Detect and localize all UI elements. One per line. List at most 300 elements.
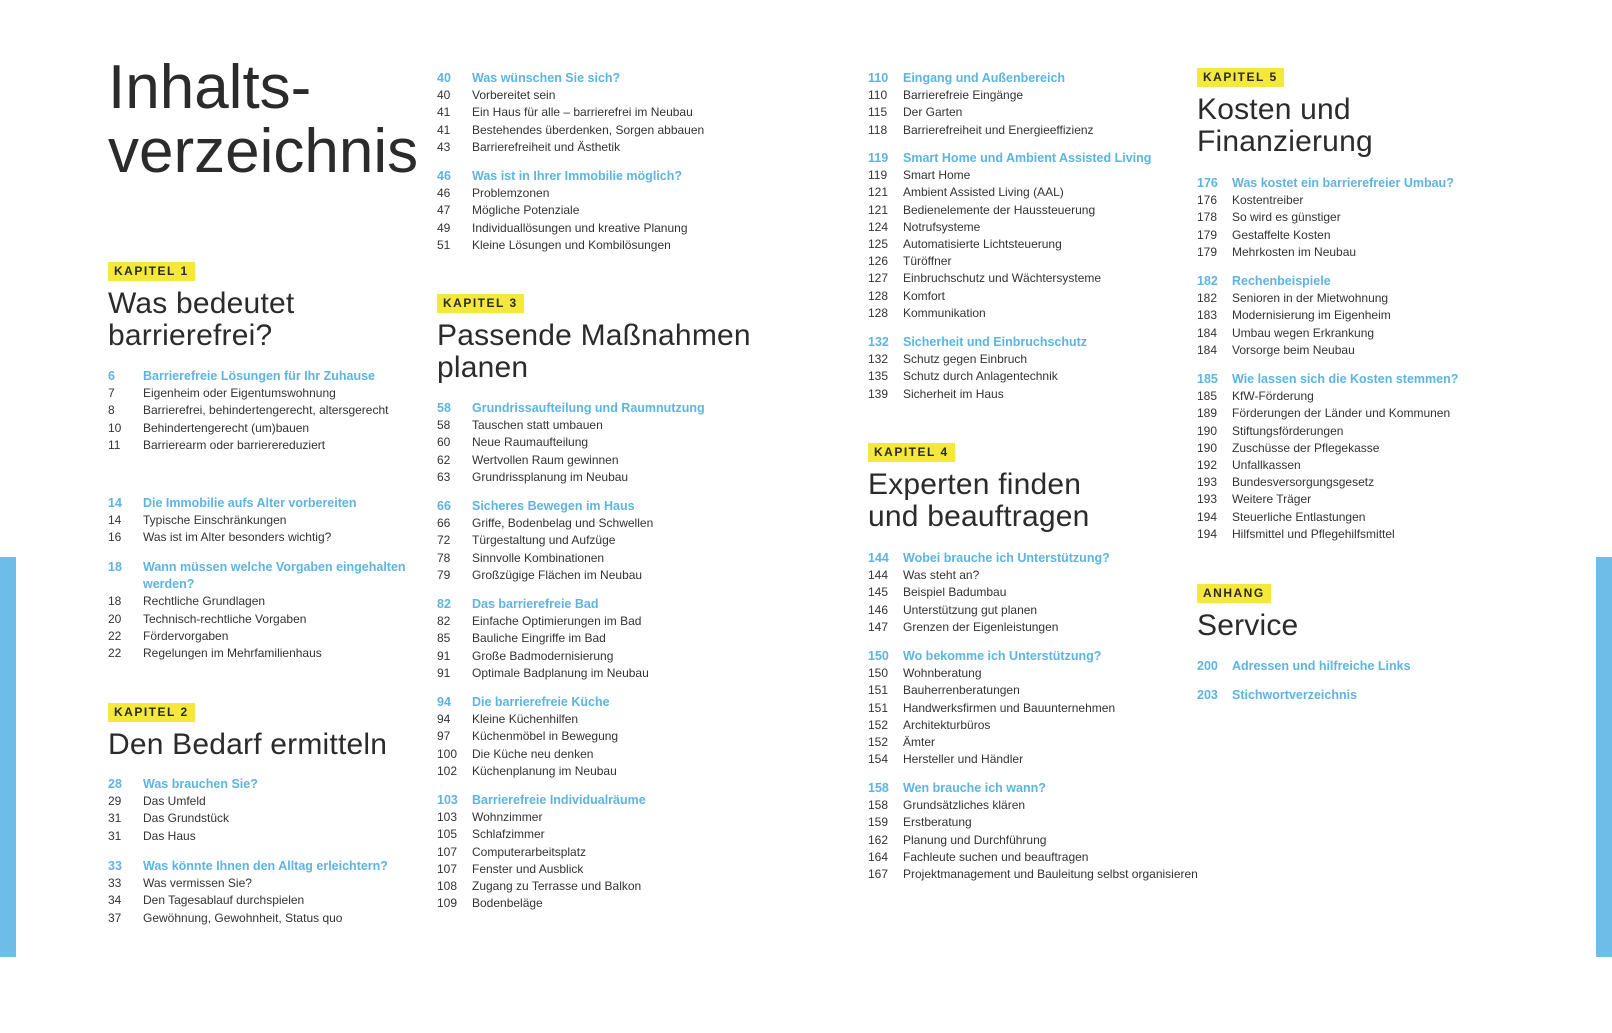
page-number: 128 — [868, 288, 889, 303]
page-number: 135 — [868, 369, 889, 384]
toc-section — [868, 550, 1198, 636]
toc-entry — [1197, 192, 1527, 209]
toc-entry — [437, 185, 767, 202]
entry-text: Stiftungsförderungen — [1232, 423, 1344, 438]
toc-entry — [437, 895, 767, 912]
section-title: Was könnte Ihnen den Alltag erleichtern? — [143, 859, 388, 873]
chapter-3 — [437, 294, 767, 384]
page-number: 183 — [1197, 308, 1218, 323]
entry-text: Architekturbüros — [903, 717, 991, 732]
toc-entry — [868, 717, 1198, 734]
toc-entry — [437, 746, 767, 763]
entry-text: Barrierefreiheit und Ästhetik — [472, 139, 621, 154]
entry-text: Notrufsysteme — [903, 219, 981, 234]
section-heading — [868, 648, 1198, 665]
entry-text: Unterstützung gut planen — [903, 602, 1038, 617]
page-number: 14 — [108, 513, 122, 528]
toc-entry — [437, 763, 767, 780]
toc-section — [437, 694, 767, 780]
toc-entry — [108, 628, 438, 645]
page-number: 28 — [108, 777, 122, 791]
entry-text: Regelungen im Mehrfamilienhaus — [143, 646, 322, 661]
section-title: Was brauchen Sie? — [143, 777, 258, 791]
page-number: 7 — [108, 386, 115, 401]
section-heading — [1197, 371, 1527, 388]
page-number: 200 — [1197, 659, 1218, 673]
entry-text: Individuallösungen und kreative Planung — [472, 220, 688, 235]
page-number: 34 — [108, 893, 122, 908]
entry-text: Mehrkosten im Neubau — [1232, 244, 1357, 259]
entry-text: Kleine Küchenhilfen — [472, 712, 579, 727]
toc-entry — [108, 793, 438, 810]
entry-text: Griffe, Bodenbelag und Schwellen — [472, 516, 654, 531]
entry-text: Projektmanagement und Bauleitung selbst organisieren — [903, 867, 1198, 882]
entry-text: Den Tagesablauf durchspielen — [143, 893, 305, 908]
page-number: 184 — [1197, 342, 1218, 357]
page-number: 102 — [437, 763, 458, 778]
entry-text: Steuerliche Entlastungen — [1232, 509, 1366, 524]
page-number: 40 — [437, 71, 451, 85]
page-number: 151 — [868, 700, 889, 715]
entry-text: Barrierefreie Eingänge — [903, 88, 1024, 103]
page-number: 150 — [868, 649, 889, 663]
entry-text: Erstberatung — [903, 815, 972, 830]
entry-text: Grundsätzliches klären — [903, 798, 1026, 813]
toc-entry — [1197, 244, 1527, 261]
toc-entry — [437, 532, 767, 549]
page-number: 46 — [437, 169, 451, 183]
toc-entry — [868, 253, 1198, 270]
section-heading — [437, 792, 767, 809]
toc-entry — [437, 826, 767, 843]
section-heading — [108, 776, 438, 793]
section-heading — [1197, 658, 1527, 675]
page-title: Inhalts- verzeichnis — [108, 53, 419, 186]
entry-text: Senioren in der Mietwohnung — [1232, 291, 1389, 306]
section-title: Barrierefreie Lösungen für Ihr Zuhause — [143, 369, 375, 383]
entry-text: Was ist im Alter besonders wichtig? — [143, 530, 332, 545]
toc-entry — [437, 878, 767, 895]
toc-entry — [437, 711, 767, 728]
page-number: 33 — [108, 876, 122, 891]
entry-text: Weitere Träger — [1232, 492, 1312, 507]
toc-entry — [108, 593, 438, 610]
page-number: 41 — [437, 105, 451, 120]
section-heading — [108, 368, 438, 385]
page-number: 20 — [108, 611, 122, 626]
entry-text: Neue Raumaufteilung — [472, 435, 589, 450]
section-heading — [437, 596, 767, 613]
toc-entry — [437, 202, 767, 219]
toc-section — [868, 780, 1198, 883]
entry-text: Fenster und Ausblick — [472, 861, 584, 876]
page-number: 14 — [108, 496, 122, 510]
page-number: 82 — [437, 597, 451, 611]
toc-entry — [868, 104, 1198, 121]
entry-text: Türgestaltung und Aufzüge — [472, 533, 616, 548]
page-number: 193 — [1197, 475, 1218, 490]
section-title: Wen brauche ich wann? — [903, 781, 1046, 795]
page-number: 128 — [868, 305, 889, 320]
section-title: Was kostet ein barrierefreier Umbau? — [1232, 176, 1454, 190]
toc-entry — [1197, 405, 1527, 422]
page-number: 118 — [868, 122, 888, 137]
chapter-badge: KAPITEL 3 — [437, 294, 524, 313]
entry-text: Gewöhnung, Gewohnheit, Status quo — [143, 910, 343, 925]
toc-entry — [437, 630, 767, 647]
entry-text: Optimale Badplanung im Neubau — [472, 665, 649, 680]
toc-entry — [868, 665, 1198, 682]
page-number: 11 — [108, 437, 121, 452]
chapter-4 — [868, 443, 1198, 533]
page-number: 91 — [437, 665, 451, 680]
section-heading — [868, 334, 1198, 351]
entry-text: Wertvollen Raum gewinnen — [472, 452, 619, 467]
entry-text: Barrierearm oder barrierereduziert — [143, 437, 326, 452]
entry-text: Ambient Assisted Living (AAL) — [903, 185, 1064, 200]
page-number: 132 — [868, 335, 889, 349]
page-number: 158 — [868, 781, 889, 795]
section-heading — [108, 495, 438, 512]
entry-text: Komfort — [903, 288, 946, 303]
page-number: 91 — [437, 648, 451, 663]
section-heading — [868, 150, 1198, 167]
section-title: Wo bekomme ich Unterstützung? — [903, 649, 1102, 663]
toc-entry — [1197, 227, 1527, 244]
entry-text: Bauliche Eingriffe im Bad — [472, 631, 606, 646]
page-number: 108 — [437, 879, 458, 894]
entry-text: Vorsorge beim Neubau — [1232, 342, 1355, 357]
entry-text: Typische Einschränkungen — [143, 513, 287, 528]
page-number: 82 — [437, 614, 451, 629]
toc-entry — [437, 515, 767, 532]
entry-text: Unfallkassen — [1232, 458, 1301, 473]
page-number: 164 — [868, 849, 889, 864]
chapter-badge: KAPITEL 5 — [1197, 68, 1284, 87]
toc-entry — [437, 104, 767, 121]
section-heading — [437, 400, 767, 417]
section-title: Smart Home und Ambient Assisted Living — [903, 151, 1152, 165]
entry-text: Problemzonen — [472, 186, 550, 201]
section-heading — [868, 780, 1198, 797]
entry-text: Hilfsmittel und Pflegehilfsmittel — [1232, 526, 1395, 541]
entry-text: Umbau wegen Erkrankung — [1232, 325, 1375, 340]
section-heading — [437, 168, 767, 185]
page-number: 78 — [437, 550, 451, 565]
entry-text: Vorbereitet sein — [472, 88, 556, 103]
toc-entry — [868, 305, 1198, 322]
entry-text: Wohnberatung — [903, 666, 982, 681]
toc-entry — [108, 875, 438, 892]
page-number: 63 — [437, 469, 451, 484]
toc-section — [437, 70, 767, 156]
toc-entry — [437, 469, 767, 486]
page-number: 85 — [437, 631, 451, 646]
toc-section — [1197, 687, 1527, 704]
section-title: Sicherheit und Einbruchschutz — [903, 335, 1088, 349]
entry-text: Ämter — [903, 735, 936, 750]
toc-entry — [868, 236, 1198, 253]
section-heading — [1197, 273, 1527, 290]
page-number: 152 — [868, 735, 889, 750]
entry-text: Schutz gegen Einbruch — [903, 352, 1028, 367]
toc-entry — [868, 219, 1198, 236]
chapter-badge: ANHANG — [1197, 584, 1271, 603]
page-number: 94 — [437, 712, 451, 727]
page-number: 145 — [868, 585, 889, 600]
chapter-title: Den Bedarf ermitteln — [108, 728, 388, 761]
page-number: 115 — [868, 105, 888, 120]
toc-section — [437, 596, 767, 682]
page-number: 151 — [868, 683, 889, 698]
page-number: 150 — [868, 666, 889, 681]
toc-entry — [868, 167, 1198, 184]
page-number: 154 — [868, 752, 889, 767]
entry-text: Bodenbeläge — [472, 896, 543, 911]
toc-entry — [1197, 440, 1527, 457]
left-edge-bar — [0, 557, 16, 957]
page-number: 121 — [868, 202, 889, 217]
page-number: 94 — [437, 695, 451, 709]
entry-text: Küchenplanung im Neubau — [472, 763, 617, 778]
toc-entry — [868, 184, 1198, 201]
section-heading — [1197, 175, 1527, 192]
page-number: 176 — [1197, 176, 1218, 190]
page-number: 127 — [868, 271, 889, 286]
entry-text: Barrierefrei, behindertengerecht, altersgerecht — [143, 403, 389, 418]
entry-text: Förderungen der Länder und Kommunen — [1232, 406, 1451, 421]
toc-entry — [868, 734, 1198, 751]
page-number: 41 — [437, 122, 451, 137]
toc-entry — [1197, 474, 1527, 491]
entry-text: Rechtliche Grundlagen — [143, 594, 266, 609]
toc-entry — [1197, 342, 1527, 359]
page-number: 167 — [868, 867, 889, 882]
toc-entry — [108, 385, 438, 402]
toc-entry — [1197, 491, 1527, 508]
toc-entry — [868, 682, 1198, 699]
toc-entry — [108, 892, 438, 909]
page-number: 152 — [868, 717, 889, 732]
toc-section — [1197, 371, 1527, 543]
section-title: Barrierefreie Individualräume — [472, 793, 646, 807]
toc-entry — [437, 567, 767, 584]
toc-entry — [868, 567, 1198, 584]
entry-text: Großzügige Flächen im Neubau — [472, 567, 643, 582]
chapter-badge: KAPITEL 1 — [108, 262, 195, 281]
page-number: 182 — [1197, 274, 1218, 288]
toc-entry — [868, 814, 1198, 831]
toc-entry — [437, 434, 767, 451]
toc-entry — [868, 797, 1198, 814]
toc-entry — [868, 288, 1198, 305]
entry-text: Schlafzimmer — [472, 827, 545, 842]
toc-entry — [108, 529, 438, 546]
toc-section — [437, 400, 767, 486]
entry-text: Die Küche neu denken — [472, 746, 594, 761]
section-title: Eingang und Außenbereich — [903, 71, 1066, 85]
page-number: 194 — [1197, 509, 1218, 524]
entry-text: Zugang zu Terrasse und Balkon — [472, 879, 642, 894]
entry-text: Was steht an? — [903, 568, 980, 583]
chapter-title: Service — [1197, 609, 1299, 642]
toc-entry — [868, 832, 1198, 849]
chapter-appendix — [1197, 584, 1527, 642]
entry-text: Einfache Optimierungen im Bad — [472, 614, 642, 629]
page-number: 62 — [437, 452, 451, 467]
entry-text: Bundesversorgungsgesetz — [1232, 475, 1375, 490]
toc-entry — [868, 202, 1198, 219]
entry-text: Automatisierte Lichtsteuerung — [903, 237, 1062, 252]
entry-text: Einbruchschutz und Wächtersysteme — [903, 271, 1102, 286]
toc-entry — [437, 87, 767, 104]
page-number: 193 — [1197, 492, 1218, 507]
section-heading — [437, 70, 767, 87]
toc-entry — [1197, 290, 1527, 307]
entry-text: Barrierefreiheit und Energieeffizienz — [903, 122, 1094, 137]
entry-text: Handwerksfirmen und Bauunternehmen — [903, 700, 1116, 715]
toc-entry — [108, 645, 438, 662]
toc-section — [868, 70, 1198, 139]
page-number: 79 — [437, 567, 451, 582]
page-number: 185 — [1197, 372, 1218, 386]
page-number: 31 — [108, 811, 122, 826]
page-number: 119 — [868, 151, 889, 165]
page-number: 109 — [437, 896, 458, 911]
page-number: 18 — [108, 560, 122, 574]
page-number: 6 — [108, 369, 115, 383]
toc-section — [868, 150, 1198, 322]
toc-entry — [868, 849, 1198, 866]
page-number: 103 — [437, 810, 458, 825]
toc-entry — [108, 512, 438, 529]
toc-section — [1197, 658, 1527, 675]
page-number: 72 — [437, 533, 451, 548]
entry-text: Zuschüsse der Pflegekasse — [1232, 440, 1380, 455]
toc-entry — [868, 619, 1198, 636]
section-heading — [108, 858, 438, 875]
page-number: 144 — [868, 568, 889, 583]
page-number: 66 — [437, 499, 451, 513]
entry-text: Schutz durch Anlagentechnik — [903, 369, 1058, 384]
toc-entry — [868, 700, 1198, 717]
section-heading — [868, 550, 1198, 567]
toc-entry — [868, 122, 1198, 139]
entry-text: Kommunikation — [903, 305, 986, 320]
page-number: 49 — [437, 220, 451, 235]
section-title: Wobei brauche ich Unterstützung? — [903, 551, 1110, 565]
entry-text: Wohnzimmer — [472, 810, 543, 825]
toc-entry — [437, 237, 767, 254]
section-title: Grundrissaufteilung und Raumnutzung — [472, 401, 705, 415]
chapter-badge: KAPITEL 4 — [868, 443, 955, 462]
page-number: 124 — [868, 219, 889, 234]
toc-entry — [1197, 388, 1527, 405]
entry-text: Beispiel Badumbau — [903, 585, 1007, 600]
entry-text: Ein Haus für alle – barrierefrei im Neubau — [472, 105, 693, 120]
page-number: 194 — [1197, 526, 1218, 541]
section-title: Stichwortverzeichnis — [1232, 688, 1358, 702]
page-number: 144 — [868, 551, 889, 565]
toc-entry — [437, 665, 767, 682]
entry-text: Gestaffelte Kosten — [1232, 227, 1331, 242]
entry-text: So wird es günstiger — [1232, 210, 1341, 225]
toc-entry — [437, 452, 767, 469]
page-number: 146 — [868, 602, 889, 617]
entry-text: Türöffner — [903, 254, 952, 269]
entry-text: Sinnvolle Kombinationen — [472, 550, 605, 565]
toc-entry — [868, 584, 1198, 601]
toc-section — [868, 334, 1198, 403]
section-title: Sicheres Bewegen im Haus — [472, 499, 635, 513]
entry-text: Das Umfeld — [143, 794, 206, 809]
chapter-badge: KAPITEL 2 — [108, 703, 195, 722]
toc-section — [437, 792, 767, 912]
toc-entry — [868, 866, 1198, 883]
toc-entry — [437, 648, 767, 665]
page-number: 103 — [437, 793, 458, 807]
page-number: 179 — [1197, 227, 1218, 242]
page-number: 40 — [437, 88, 451, 103]
page-number: 37 — [108, 910, 122, 925]
entry-text: Grenzen der Eigenleistungen — [903, 619, 1059, 634]
chapter-2 — [108, 703, 438, 761]
page-number: 139 — [868, 386, 889, 401]
page-number: 33 — [108, 859, 122, 873]
toc-entry — [108, 910, 438, 927]
page-number: 43 — [437, 139, 451, 154]
entry-text: Bedienelemente der Haussteuerung — [903, 202, 1096, 217]
page-number: 105 — [437, 827, 458, 842]
page-number: 22 — [108, 646, 122, 661]
page-number: 10 — [108, 420, 122, 435]
entry-text: Planung und Durchführung — [903, 832, 1047, 847]
page-number: 51 — [437, 237, 451, 252]
toc-entry — [437, 220, 767, 237]
entry-text: Modernisierung im Eigenheim — [1232, 308, 1391, 323]
section-title: Die Immobilie aufs Alter vorbereiten — [143, 496, 357, 510]
entry-text: Technisch-rechtliche Vorgaben — [143, 611, 307, 626]
toc-entry — [868, 602, 1198, 619]
page-number: 110 — [868, 88, 888, 103]
toc-entry — [1197, 423, 1527, 440]
page-number: 147 — [868, 619, 889, 634]
entry-text: Bauherrenberatungen — [903, 683, 1020, 698]
page-number: 119 — [868, 168, 888, 183]
right-edge-bar — [1596, 557, 1612, 957]
toc-entry — [108, 437, 438, 454]
toc-section — [108, 858, 438, 927]
chapter-title: Experten finden und beauftragen — [868, 468, 1090, 533]
toc-entry — [108, 611, 438, 628]
page-number: 189 — [1197, 406, 1218, 421]
page-number: 192 — [1197, 458, 1218, 473]
chapter-5 — [1197, 68, 1527, 158]
entry-text: Das Haus — [143, 828, 196, 843]
section-title: Das barrierefreie Bad — [472, 597, 599, 611]
entry-text: Grundrissplanung im Neubau — [472, 469, 629, 484]
toc-section — [1197, 273, 1527, 359]
page-number: 178 — [1197, 210, 1218, 225]
section-title: Wann müssen welche Vorgaben eingehalten werden? — [143, 560, 406, 592]
section-heading — [108, 559, 438, 593]
toc-entry — [437, 861, 767, 878]
entry-text: Bestehendes überdenken, Sorgen abbauen — [472, 122, 705, 137]
page-number: 176 — [1197, 193, 1218, 208]
toc-entry — [1197, 457, 1527, 474]
page-number: 107 — [437, 844, 458, 859]
page-number: 8 — [108, 403, 115, 418]
